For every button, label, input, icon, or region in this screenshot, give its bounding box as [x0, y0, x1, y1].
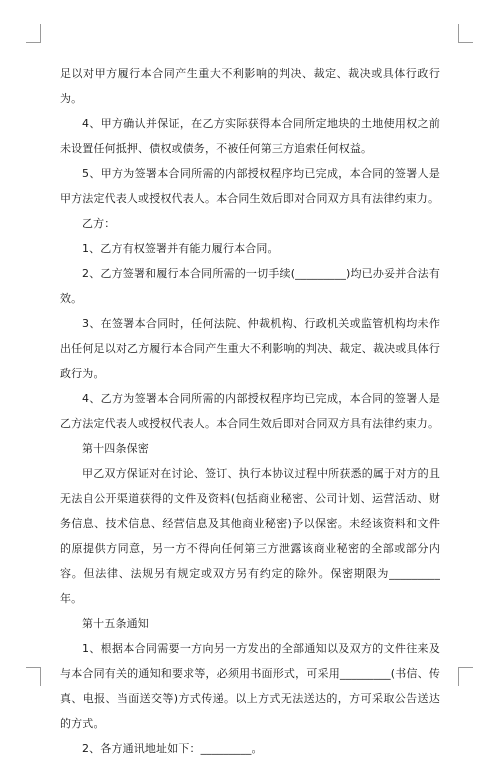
crop-mark-top-left: [26, 24, 41, 43]
section-heading-confidentiality: 第十四条保密: [82, 442, 149, 455]
crop-mark-bottom-left: [26, 667, 41, 686]
paragraph-party-b-heading: 乙方：: [82, 217, 116, 230]
paragraph-continuation: 足以对甲方履行本合同产生重大不利影响的判决、裁定、裁决或具体行政行为。: [60, 67, 440, 105]
paragraph-party-a-clause-4: 4、甲方确认并保证，在乙方实际获得本合同所定地块的土地使用权之前未设置任何抵押、债权或债务，不被任何第三方追索任何权益。: [60, 117, 440, 155]
paragraph-confidentiality: 甲乙双方保证对在讨论、签订、执行本协议过程中所获悉的属于对方的且无法自公开渠道获得的文件及资料(包括商业秘密、公司计划、运营活动、财务信息、技术信息、经营信息及其他商业秘密)予以保密。未经该资料和文件的原提供方同意，另一方不得向任何第三方泄露该商业秘密的全部或部分内容。但法律、法规另有规定或双方另有约定的除外。保密期限为_________年。: [60, 467, 440, 605]
document-body: [60, 61, 440, 761]
paragraph-party-a-clause-5: 5、甲方为签署本合同所需的内部授权程序均已完成，本合同的签署人是甲方法定代表人或授权代表人。本合同生效后即对合同双方具有法律约束力。: [60, 167, 440, 205]
crop-mark-bottom-right: [458, 667, 473, 686]
section-heading-notice: 第十五条通知: [82, 617, 149, 630]
paragraph-party-b-clause-2: 2、乙方签署和履行本合同所需的一切手续(_________)均已办妥并合法有效。: [60, 267, 440, 305]
paragraph-party-b-clause-1: 1、乙方有权签署并有能力履行本合同。: [82, 242, 279, 255]
paragraph-notice-clause-2: 2、各方通讯地址如下：_________。: [82, 742, 263, 755]
paragraph-notice-clause-1: 1、根据本合同需要一方向另一方发出的全部通知以及双方的文件往来及与本合同有关的通知和要求等，必须用书面形式，可采用_________(书信、传真、电报、当面送交等)方式传递。以上方式无法送达的，方可采取公告送达的方式。: [60, 642, 440, 730]
paragraph-party-b-clause-3: 3、在签署本合同时，任何法院、仲裁机构、行政机关或监管机构均未作出任何足以对乙方履行本合同产生重大不利影响的判决、裁定、裁决或具体行政行为。: [60, 317, 440, 380]
paragraph-party-b-clause-4: 4、乙方为签署本合同所需的内部授权程序均已完成，本合同的签署人是乙方法定代表人或授权代表人。本合同生效后即对合同双方具有法律约束力。: [60, 392, 440, 430]
crop-mark-top-right: [458, 24, 473, 43]
